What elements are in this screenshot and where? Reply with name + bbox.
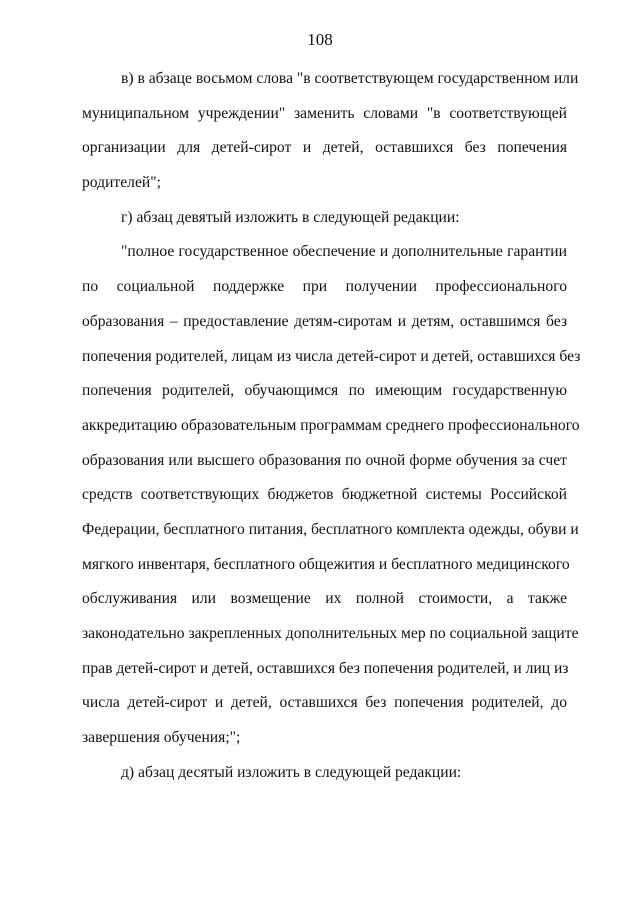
- text-line: образования или высшего образования по очной форме обучения за счет: [82, 451, 567, 469]
- text-line: д) абзац десятый изложить в следующей редакции:: [121, 763, 462, 781]
- text-line: в) в абзаце восьмом слова "в соответствующем государственном или: [121, 70, 579, 87]
- text-line: "полное государственное обеспечение и дополнительные гарантии: [121, 243, 567, 261]
- text-line: Федерации, бесплатного питания, бесплатного комплекта одежды, обуви и: [82, 520, 579, 538]
- text-line: средств соответствующих бюджетов бюджетной системы Российской: [82, 486, 567, 504]
- text-line: организации для детей-сирот и детей, оставшихся без попечения: [82, 139, 567, 157]
- text-line: прав детей-сирот и детей, оставшихся без попечения родителей, и лиц из: [82, 659, 569, 677]
- text-line: числа детей-сирот и детей, оставшихся без попечения родителей, до: [82, 694, 567, 712]
- text-line: попечения родителей, обучающимся по имеющим государственную: [82, 382, 567, 400]
- text-line: аккредитацию образовательным программам среднего профессионального: [82, 416, 580, 434]
- text-line: обслуживания или возмещение их полной стоимости, а также: [82, 590, 567, 608]
- text-line: законодательно закрепленных дополнительных мер по социальной защите: [82, 625, 579, 642]
- text-line: по социальной поддержке при получении профессионального: [82, 278, 567, 296]
- document-body: [82, 62, 581, 790]
- page-number: 108: [307, 30, 333, 49]
- text-line: попечения родителей, лицам из числа детей-сирот и детей, оставшихся без: [82, 347, 581, 365]
- text-line: завершения обучения;";: [82, 729, 241, 747]
- text-line: мягкого инвентаря, бесплатного общежития и бесплатного медицинского: [82, 555, 570, 573]
- text-line: г) абзац девятый изложить в следующей редакции:: [121, 208, 460, 226]
- text-line: муниципальном учреждении" заменить словами "в соответствующей: [82, 104, 567, 122]
- text-line: родителей";: [82, 174, 161, 192]
- text-line: образования – предоставление детям-сиротам и детям, оставшимся без: [82, 312, 567, 330]
